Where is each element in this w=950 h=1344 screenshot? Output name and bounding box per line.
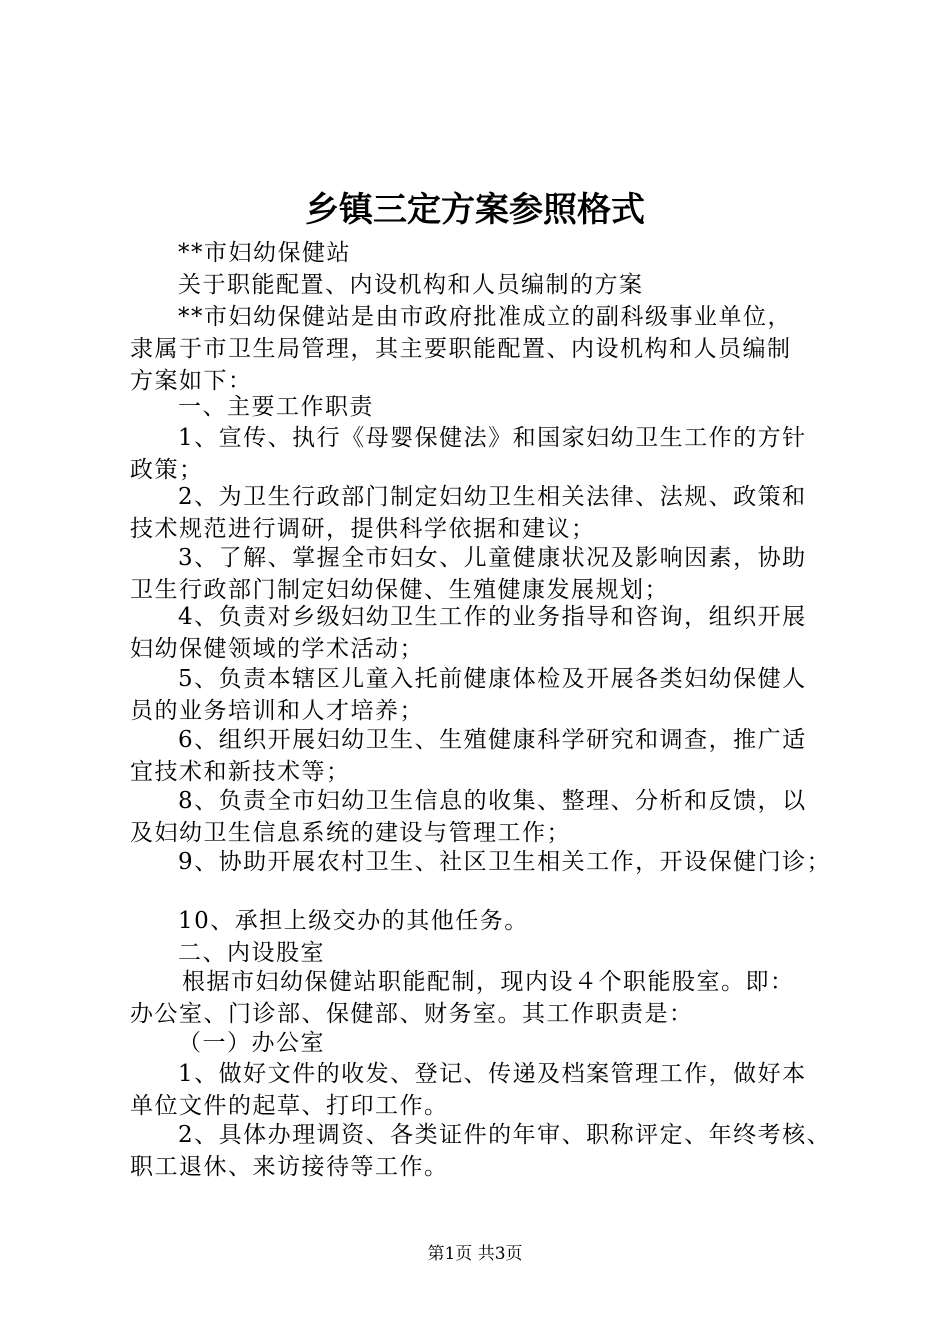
- paragraph-line: 10、承担上级交办的其他任务。: [178, 908, 529, 934]
- paragraph-line: 方案如下：: [130, 368, 253, 394]
- paragraph-line: 政策；: [130, 457, 204, 483]
- paragraph-line: 6、组织开展妇幼卫生、生殖健康科学研究和调查，推广适: [178, 727, 807, 753]
- paragraph-line: 8、负责全市妇幼卫生信息的收集、整理、分析和反馈，以: [178, 788, 807, 814]
- paragraph-line: 宜技术和新技术等；: [130, 759, 351, 785]
- paragraph-line: 单位文件的起草、打印工作。: [130, 1093, 449, 1119]
- paragraph-line: 4、负责对乡级妇幼卫生工作的业务指导和咨询，组织开展: [178, 604, 807, 630]
- paragraph-line: 卫生行政部门制定妇幼保健、生殖健康发展规划；: [130, 577, 669, 603]
- paragraph-line: 技术规范进行调研，提供科学依据和建议；: [130, 516, 596, 542]
- paragraph-line: 9、协助开展农村卫生、社区卫生相关工作，开设保健门诊；: [178, 849, 832, 875]
- paragraph-line: 办公室、门诊部、保健部、财务室。其工作职责是：: [130, 1001, 694, 1027]
- paragraph-line: 根据市妇幼保健站职能配制，现内设４个职能股室。即：: [182, 969, 795, 995]
- paragraph-line: 3、了解、掌握全市妇女、儿童健康状况及影响因素，协助: [178, 545, 807, 571]
- section-heading: 二、内设股室: [178, 940, 325, 966]
- paragraph-line: 职工退休、来访接待等工作。: [130, 1154, 449, 1180]
- paragraph-line: 2、为卫生行政部门制定妇幼卫生相关法律、法规、政策和: [178, 484, 807, 510]
- paragraph-line: **市妇幼保健站: [178, 240, 351, 266]
- paragraph-line: 关于职能配置、内设机构和人员编制的方案: [178, 272, 644, 298]
- paragraph-line: 及妇幼卫生信息系统的建设与管理工作；: [130, 820, 571, 846]
- paragraph-line: 1、宣传、执行《母婴保健法》和国家妇幼卫生工作的方针: [178, 425, 807, 451]
- paragraph-line: 2、具体办理调资、各类证件的年审、职称评定、年终考核、: [178, 1122, 832, 1148]
- paragraph-line: 妇幼保健领域的学术活动；: [130, 636, 424, 662]
- paragraph-line: 1、做好文件的收发、登记、传递及档案管理工作，做好本: [178, 1061, 807, 1087]
- paragraph-line: 员的业务培训和人才培养；: [130, 698, 424, 724]
- page-footer: 第1页 共3页: [427, 1244, 523, 1264]
- paragraph-line: **市妇幼保健站是由市政府批准成立的副科级事业单位，: [178, 304, 792, 330]
- paragraph-line: 5、负责本辖区儿童入托前健康体检及开展各类妇幼保健人: [178, 666, 807, 692]
- paragraph-line: 隶属于市卫生局管理，其主要职能配置、内设机构和人员编制: [130, 336, 792, 362]
- section-heading: 一、主要工作职责: [178, 394, 374, 420]
- subsection-heading: （一）办公室: [178, 1030, 325, 1056]
- document-title: 乡镇三定方案参照格式: [305, 190, 645, 230]
